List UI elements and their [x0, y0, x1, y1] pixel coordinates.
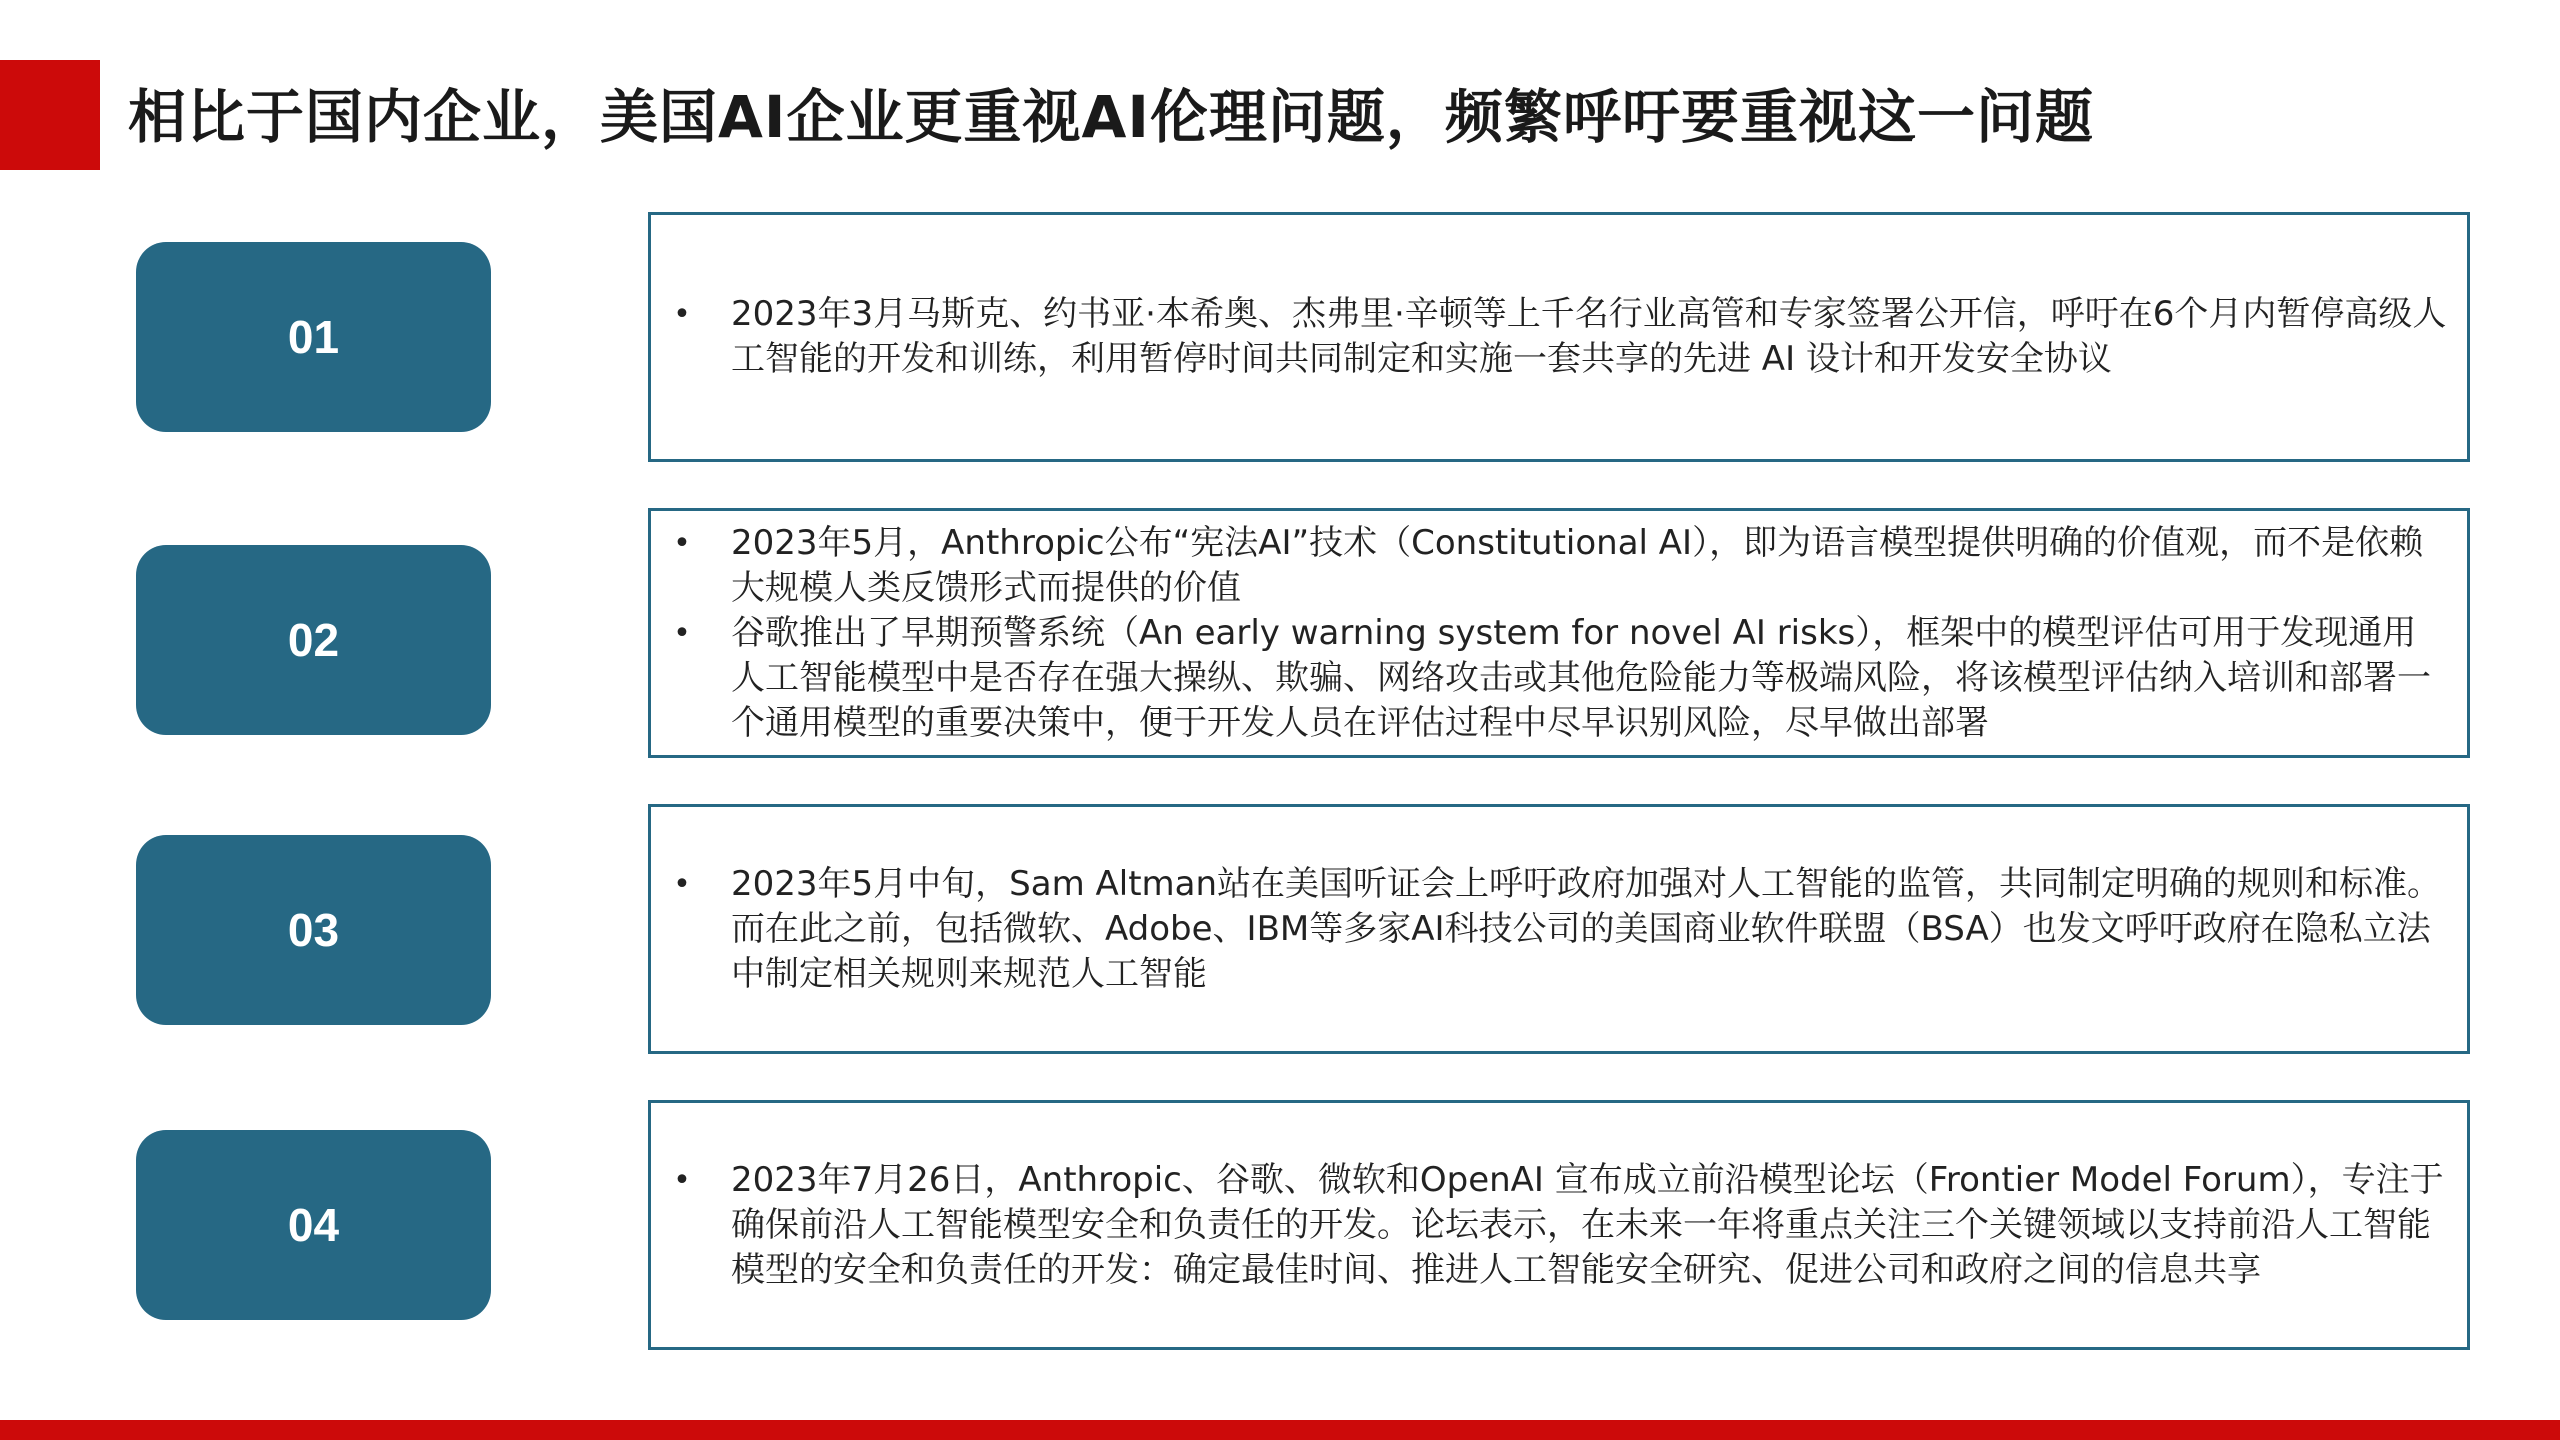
bullet-item [651, 521, 2447, 611]
bullet-text: 2023年3月马斯克、约书亚·本希奥、杰弗里·辛顿等上千名行业高管和专家签署公开信，呼吁在6个月内暂停高级人工智能的开发和训练，利用暂停时间共同制定和实施一套共享的先进 AI 设计和开发安全协议 [731, 294, 2447, 379]
bullet-text: 2023年5月中旬，Sam Altman站在美国听证会上呼吁政府加强对人工智能的监管，共同制定明确的规则和标准。而在此之前，包括微软、Adobe、IBM等多家AI科技公司的美国商业软件联盟（BSA）也发文呼吁政府在隐私立法中制定相关规则来规范人工智能 [731, 863, 2442, 994]
content-box-04 [648, 1100, 2470, 1350]
slide-title: 相比于国内企业，美国AI企业更重视AI伦理问题，频繁呼吁要重视这一问题 [128, 83, 2094, 151]
bullet-icon: • [673, 866, 691, 902]
bullet-text: 2023年7月26日，Anthropic、谷歌、微软和OpenAI 宣布成立前沿模型论坛（Frontier Model Forum），专注于确保前沿人工智能模型安全和负责任的开发。论坛表示，在未来一年将重点关注三个关键领域以支持前沿人工智能模型的安全和负责任的开发：确定最佳时间、推进人工智能安全研究、促进公司和政府之间的信息共享 [731, 1159, 2444, 1290]
bullet-item [651, 862, 2447, 997]
content-box-01 [648, 212, 2470, 462]
bullet-icon: • [673, 615, 691, 651]
bullet-icon: • [673, 297, 691, 332]
number-badge-02: 02 [136, 545, 491, 735]
number-badge-04: 04 [136, 1130, 491, 1320]
bullet-text: 谷歌推出了早期预警系统（An early warning system for novel AI risks），框架中的模型评估可用于发现通用人工智能模型中是否存在强大操纵、欺骗、网络攻击或其他危险能力等极端风险，将该模型评估纳入培训和部署一个通用模型的重要决策中，便于开发人员在评估过程中尽早识别风险，尽早做出部署 [731, 612, 2431, 743]
bullet-item [651, 292, 2447, 382]
bullet-icon: • [673, 525, 691, 561]
bullet-icon: • [673, 1162, 691, 1198]
bullet-item [651, 611, 2447, 746]
number-badge-01: 01 [136, 242, 491, 432]
bullet-text: 2023年5月，Anthropic公布“宪法AI”技术（Constitutional AI），即为语言模型提供明确的价值观，而不是依赖大规模人类反馈形式而提供的价值 [731, 522, 2424, 608]
bullet-item [651, 1158, 2447, 1293]
content-box-02 [648, 508, 2470, 758]
footer-accent-bar [0, 1420, 2560, 1440]
number-badge-03: 03 [136, 835, 491, 1025]
title-accent-bar [0, 60, 100, 170]
content-box-03 [648, 804, 2470, 1054]
